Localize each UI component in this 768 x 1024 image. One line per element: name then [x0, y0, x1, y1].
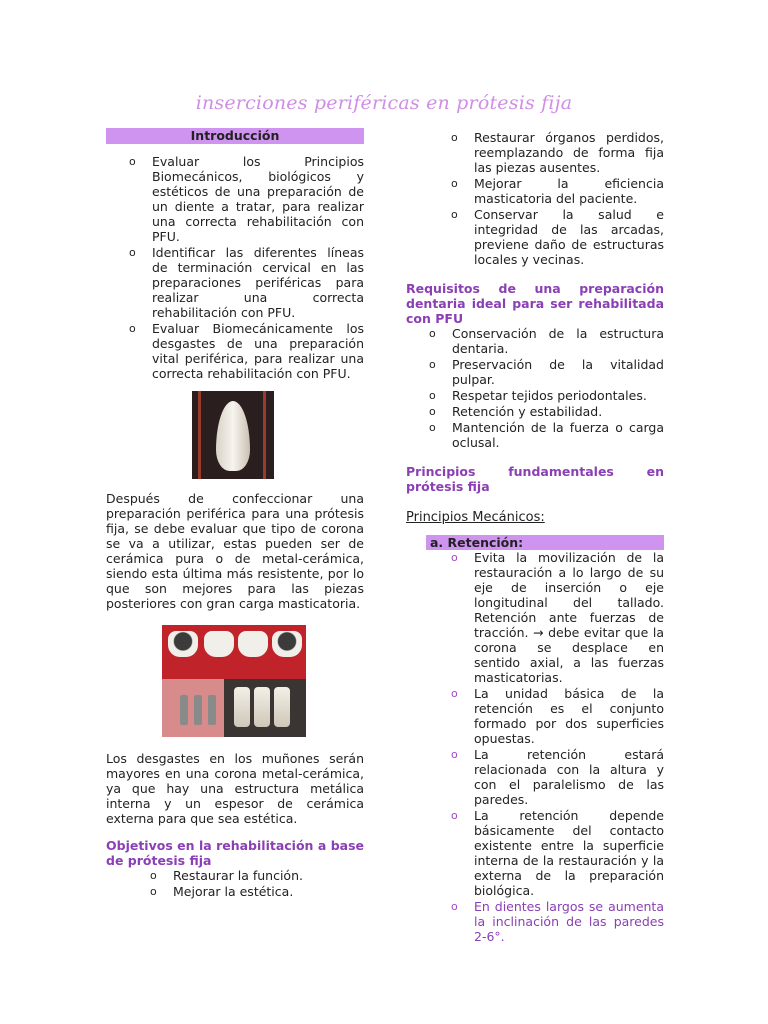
list-item: o Evita la movilización de la restauración a lo largo de su eje de inserción o eje longitudinal del tallado. Retención ante fuerzas de tracción. → debe evitar que la corona se desplace en sentido axial, a las fuerzas masticatorias.: [451, 550, 664, 685]
paragraph-corona: Después de confeccionar una preparación periférica para una prótesis fija, se debe evaluar que tipo de corona se va a utilizar, estas pueden ser de cerámica pura o de metal-cerámica, siendo esta última más resistente, por lo que son mejores para las piezas posteriores con gran carga masticatoria.: [106, 491, 364, 611]
bullet-icon: o: [451, 900, 458, 913]
tooth-preparation-image: [192, 391, 274, 479]
bullet-icon: o: [150, 869, 157, 882]
bullet-icon: o: [451, 748, 458, 761]
bullet-icon: o: [451, 208, 458, 221]
list-item: o La retención depende básicamente del contacto existente entre la superficie interna de la restauración y la externa de la preparación biológica.: [451, 808, 664, 898]
mecanicos-heading: Principios Mecánicos:: [406, 510, 545, 525]
requisitos-heading: Requisitos de una preparación dentaria ideal para ser rehabilitada con PFU: [406, 281, 664, 326]
list-item: o En dientes largos se aumenta la inclinación de las paredes 2-6°.: [451, 899, 664, 944]
intro-heading: Introducción: [106, 128, 364, 144]
crowns-collage-image: [162, 625, 306, 737]
bullet-icon: o: [451, 131, 458, 144]
intro-list: [106, 154, 364, 381]
bullet-icon: o: [129, 322, 136, 335]
bullet-icon: o: [451, 177, 458, 190]
list-item: o Preservación de la vitalidad pulpar.: [429, 357, 664, 387]
bullet-icon: o: [451, 809, 458, 822]
list-item: o Restaurar la función.: [150, 868, 303, 883]
list-item: o Mejorar la eficiencia masticatoria del paciente.: [451, 176, 664, 206]
list-item: o La unidad básica de la retención es el conjunto formado por dos superficies opuestas.: [451, 686, 664, 746]
objetivos-heading: Objetivos en la rehabilitación a base de prótesis fija: [106, 838, 364, 868]
retencion-heading: a. Retención:: [426, 535, 664, 550]
list-item: o Conservar la salud e integridad de las arcadas, previene daño de estructuras locales y vecinas.: [451, 207, 664, 267]
paragraph-desgastes: Los desgastes en los muñones serán mayores en una corona metal-cerámica, ya que hay una estructura metálica interna y un espesor de cerámica externa para que sea estética.: [106, 751, 364, 826]
bullet-icon: o: [451, 551, 458, 564]
list-item: o Mejorar la estética.: [150, 884, 294, 899]
principios-heading: Principios fundamentales en prótesis fija: [406, 464, 664, 494]
list-item: o Evaluar Biomecánicamente los desgastes de una preparación vital periférica, para realizar una correcta rehabilitación con PFU.: [129, 321, 364, 381]
list-item: o Conservación de la estructura dentaria.: [429, 326, 664, 356]
objetivos-list: [106, 868, 364, 899]
bullet-icon: o: [429, 327, 436, 340]
list-item: o Restaurar órganos perdidos, reemplazando de forma fija las piezas ausentes.: [451, 130, 664, 175]
bullet-icon: o: [429, 421, 436, 434]
bullet-icon: o: [129, 246, 136, 259]
list-item: o Respetar tejidos periodontales.: [429, 388, 647, 403]
requisitos-list: [406, 326, 664, 450]
bullet-icon: o: [429, 389, 436, 402]
bullet-icon: o: [429, 358, 436, 371]
document-title: inserciones periféricas en prótesis fija: [195, 92, 573, 114]
bullet-icon: o: [129, 155, 136, 168]
list-item: o Retención y estabilidad.: [429, 404, 603, 419]
left-column: [106, 128, 364, 900]
objetivos-list-cont: [406, 130, 664, 267]
list-item: o Identificar las diferentes líneas de terminación cervical en las preparaciones periféricas para realizar una correcta rehabilitación con PFU.: [129, 245, 364, 320]
list-item: o La retención estará relacionada con la altura y con el paralelismo de las paredes.: [451, 747, 664, 807]
bullet-icon: o: [429, 405, 436, 418]
bullet-icon: o: [451, 687, 458, 700]
bullet-icon: o: [150, 885, 157, 898]
right-column: [406, 130, 664, 945]
retencion-list: [406, 550, 664, 944]
list-item: o Evaluar los Principios Biomecánicos, biológicos y estéticos de una preparación de un diente a tratar, para realizar una correcta rehabilitación con PFU.: [129, 154, 364, 244]
list-item: o Mantención de la fuerza o carga oclusal.: [429, 420, 664, 450]
